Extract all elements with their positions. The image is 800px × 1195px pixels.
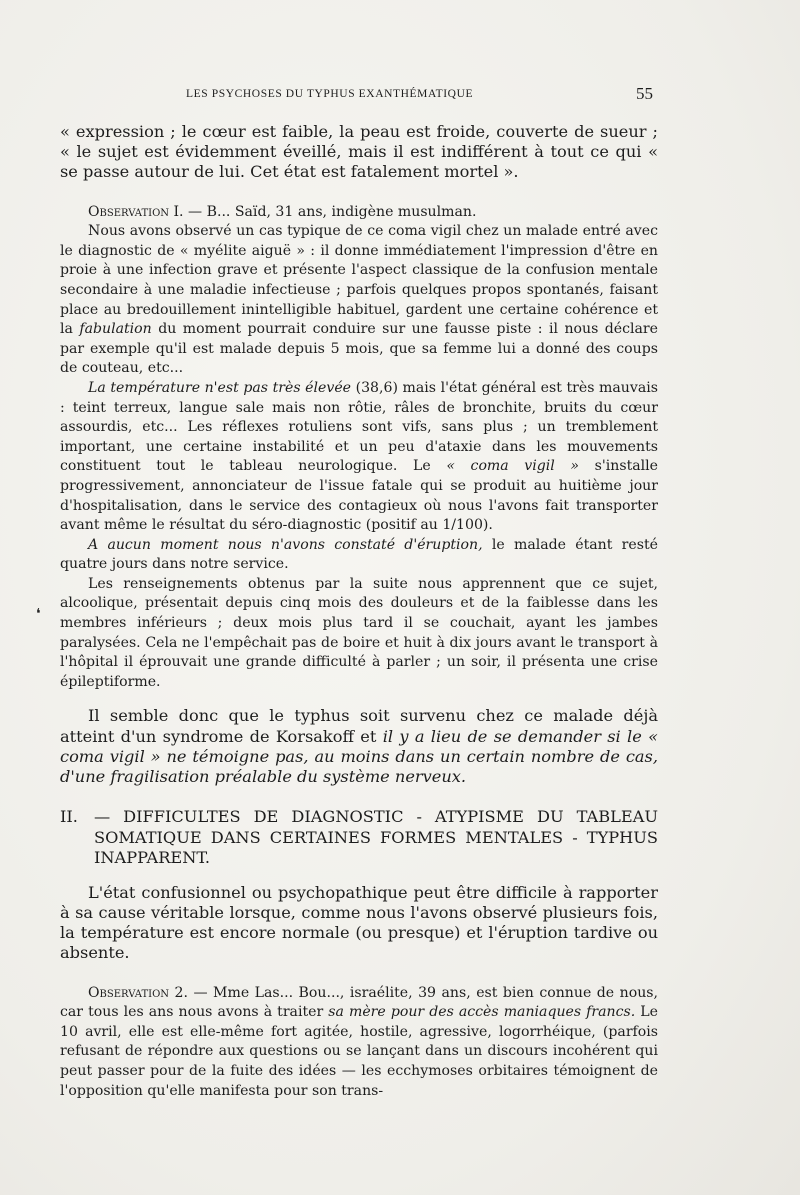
- section-2-paragraph: L'état confusionnel ou psychopathique peut être difficile à rapporter à sa cause véritable lorsque, comme nous l'avons observé plusieurs fois, la température est encore normale (ou presque) et l'éruption tardive ou absente.: [60, 882, 658, 963]
- text-span: le malade étant resté quatre jours dans notre service.: [60, 536, 658, 573]
- page-body: [60, 122, 658, 1101]
- text-span: (38,6) mais l'état général est très mauvais : teint terreux, langue sale mais non rôtie, râles de bronchite, bruits du cœur assourdis, etc... Les réflexes rotuliens sont vifs, sans plus ; un tremblement important, une certaine instabilité et un peu d'ataxie dans les mouvements constituent tout le tableau neurologique. Le: [60, 379, 658, 475]
- running-title: LES PSYCHOSES DU TYPHUS EXANTHÉMATIQUE: [186, 88, 474, 100]
- observation-1-heading: [60, 203, 658, 223]
- quote-paragraph: « expression ; le cœur est faible, la peau est froide, couverte de sueur ; « le sujet est évidemment éveillé, mais il est indifférent à tout ce qui « se passe autour de lui. Cet état est fatalement mortel ».: [60, 122, 658, 182]
- emphasis-fabulation: fabulation: [79, 321, 152, 338]
- conclusion-paragraph: [60, 706, 658, 787]
- text-span: Il semble donc que le typhus soit survenu chez ce malade déjà atteint d'un syndrome de Korsakoff et: [60, 706, 658, 746]
- observation-2-paragraph: [60, 984, 658, 1102]
- emphasis-mother: sa mère pour des accès maniaques francs.: [328, 1004, 636, 1021]
- text-span: s'installe progressivement, annonciateur de l'issue fatale qui se produit au huitième jour d'hospitalisation, dans le service des contagieux où nous l'avons fait transporter avant même le résultat du séro-diagnostic (positif au 1/100).: [60, 458, 658, 534]
- margin-mark: ❛: [36, 606, 41, 622]
- section-2-heading: [60, 807, 658, 869]
- observation-1-paragraph-3: [60, 536, 658, 575]
- page-number: 55: [636, 84, 653, 103]
- emphasis-eruption: A aucun moment nous n'avons constaté d'éruption,: [88, 536, 483, 553]
- emphasis-coma-vigil: « coma vigil »: [446, 458, 580, 475]
- emphasis-conclusion: il y a lieu de se demander si le « coma vigil » ne témoigne pas, au moins dans un certain nombre de cas, d'une fragilisation préalable du système nerveux.: [60, 726, 658, 787]
- text-span: Nous avons observé un cas typique de ce coma vigil chez un malade entré avec le diagnostic de « myélite aiguë » : il donne immédiatement l'impression d'être en proie à une infection grave et présente l'aspect classique de la confusion mentale secondaire à une maladie infectieuse ; parfois quelques propos spontanés, faisant place au bredouillement inintelligible habituel, gardent une certaine cohérence et la: [60, 223, 658, 338]
- section-number: II.: [60, 807, 78, 827]
- section-title: — DIFFICULTES DE DIAGNOSTIC - ATYPISME DU TABLEAU SOMATIQUE DANS CERTAINES FORMES MENTALES - TYPHUS INAPPARENT.: [94, 807, 658, 868]
- observation-1-paragraph-1: [60, 222, 658, 379]
- observation-2-label: Observation 2.: [88, 984, 188, 1001]
- text-span: — Mme Las... Bou..., israélite, 39 ans, est bien connue de nous, car tous les ans nous avons à traiter: [60, 984, 658, 1021]
- observation-1-intro: — B... Saïd, 31 ans, indigène musulman.: [183, 203, 477, 220]
- text-span: Le 10 avril, elle est elle-même fort agitée, hostile, agressive, logorrhéique, (parfois refusant de répondre aux questions ou se lançant dans un discours incohérent qui peut passer pour de la fuite des idées — les ecchymoses orbitaires témoignent de l'opposition qu'elle manifesta pour son trans-: [60, 1004, 658, 1099]
- page-header: [0, 84, 800, 110]
- emphasis-temperature: La température n'est pas très élevée: [88, 379, 351, 396]
- text-span: du moment pourrait conduire sur une fausse piste : il nous déclare par exemple qu'il est malade depuis 5 mois, que sa femme lui a donné des coups de couteau, etc...: [60, 321, 659, 377]
- observation-1-label: Observation I.: [88, 203, 184, 220]
- observation-1-paragraph-4: Les renseignements obtenus par la suite nous apprennent que ce sujet, alcoolique, présentait depuis cinq mois des douleurs et de la faiblesse dans les membres inférieurs ; deux mois plus tard il se couchait, ayant les jambes paralysées. Cela ne l'empêchait pas de boire et huit à dix jours avant le transport à l'hôpital il éprouvait une grande difficulté à parler ; un soir, il présenta une crise épileptiforme.: [60, 575, 658, 690]
- observation-1-paragraph-2: [60, 379, 658, 536]
